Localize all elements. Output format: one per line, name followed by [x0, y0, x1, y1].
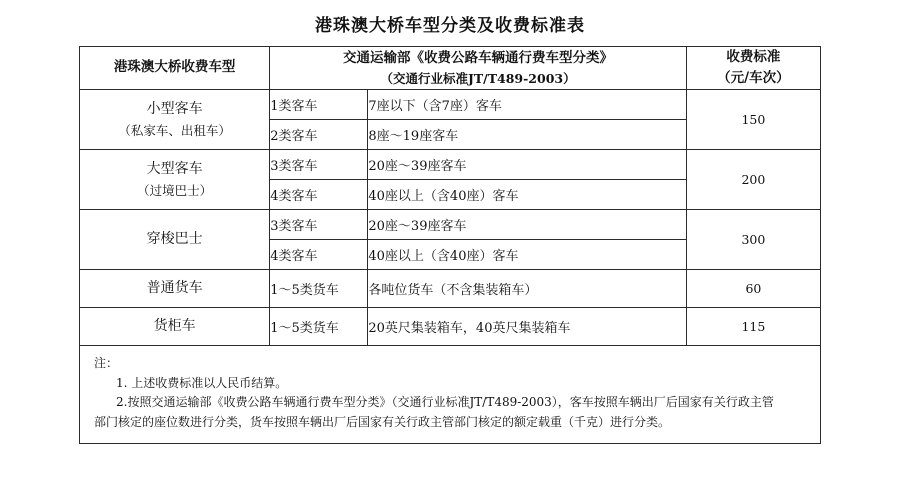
class-cell: 3类客车: [270, 149, 368, 179]
fee-cell: 200: [686, 149, 820, 209]
fee-cell: 300: [686, 209, 820, 269]
notes-section: [79, 346, 821, 444]
page-title: 港珠澳大桥车型分类及收费标准表: [315, 16, 585, 36]
fee-cell: 150: [686, 89, 820, 149]
table-header-row: [80, 47, 821, 90]
category-cell: [80, 149, 270, 209]
category-line1: 穿梭巴士: [146, 231, 203, 248]
class-cell: 4类客车: [270, 239, 368, 269]
class-cell: 4类客车: [270, 179, 368, 209]
header-standard-line1: 交通运输部《收费公路车辆通行费车型分类》: [343, 49, 614, 66]
description-cell: 7座以下（含7座）客车: [368, 89, 686, 119]
header-fee-line1: 收费标准: [726, 49, 781, 65]
description-cell: 40座以上（含40座）客车: [368, 179, 686, 209]
category-cell: 普通货车: [80, 269, 270, 307]
table-row: [80, 209, 821, 239]
description-cell: 20座～39座客车: [368, 209, 686, 239]
table-row: [80, 89, 821, 119]
fee-table-wrapper: [79, 46, 821, 346]
class-cell: 1～5类货车: [270, 269, 368, 307]
header-cell-fee: [686, 47, 820, 90]
fee-cell: 115: [686, 307, 820, 345]
class-cell: 1类客车: [270, 89, 368, 119]
table-row: [80, 307, 821, 345]
category-line2: （过境巴士）: [137, 182, 213, 198]
description-cell: 20英尺集装箱车，40英尺集装箱车: [368, 307, 686, 345]
header-cell-standard: [270, 47, 687, 90]
class-cell: 1～5类货车: [270, 307, 368, 345]
category-line1: 小型客车: [146, 101, 203, 118]
table-row: [80, 269, 821, 307]
description-cell: 各吨位货车（不含集装箱车）: [368, 269, 686, 307]
category-cell: [80, 89, 270, 149]
category-line2: （私家车、出租车）: [118, 122, 231, 138]
table-row: [80, 149, 821, 179]
category-line1: 大型客车: [146, 161, 203, 178]
class-cell: 3类客车: [270, 209, 368, 239]
notes-label: 注：: [94, 355, 119, 370]
header-cell-vehicle-type: 港珠澳大桥收费车型: [80, 47, 270, 90]
note-line-3: 部门核定的座位数进行分类，货车按照车辆出厂后国家有关行政主管部门核定的额定载重（千克）进行分类。: [94, 415, 671, 430]
category-cell: 货柜车: [80, 307, 270, 345]
description-cell: 20座～39座客车: [368, 149, 686, 179]
category-cell: [80, 209, 270, 269]
fee-cell: 60: [686, 269, 820, 307]
note-line-1: 1. 上述收费标准以人民币结算。: [116, 375, 288, 390]
class-cell: 2类客车: [270, 119, 368, 149]
description-cell: 8座～19座客车: [368, 119, 686, 149]
header-fee-line2: （元/车次）: [717, 69, 790, 86]
description-cell: 40座以上（含40座）客车: [368, 239, 686, 269]
header-standard-line2: （交通行业标准JT/T489-2003）: [380, 70, 576, 86]
fee-table: [79, 46, 821, 346]
note-line-2: 2.按照交通运输部《收费公路车辆通行费车型分类》（交通行业标准JT/T489-2003），客车按照车辆出厂后国家有关行政主管: [116, 395, 774, 410]
